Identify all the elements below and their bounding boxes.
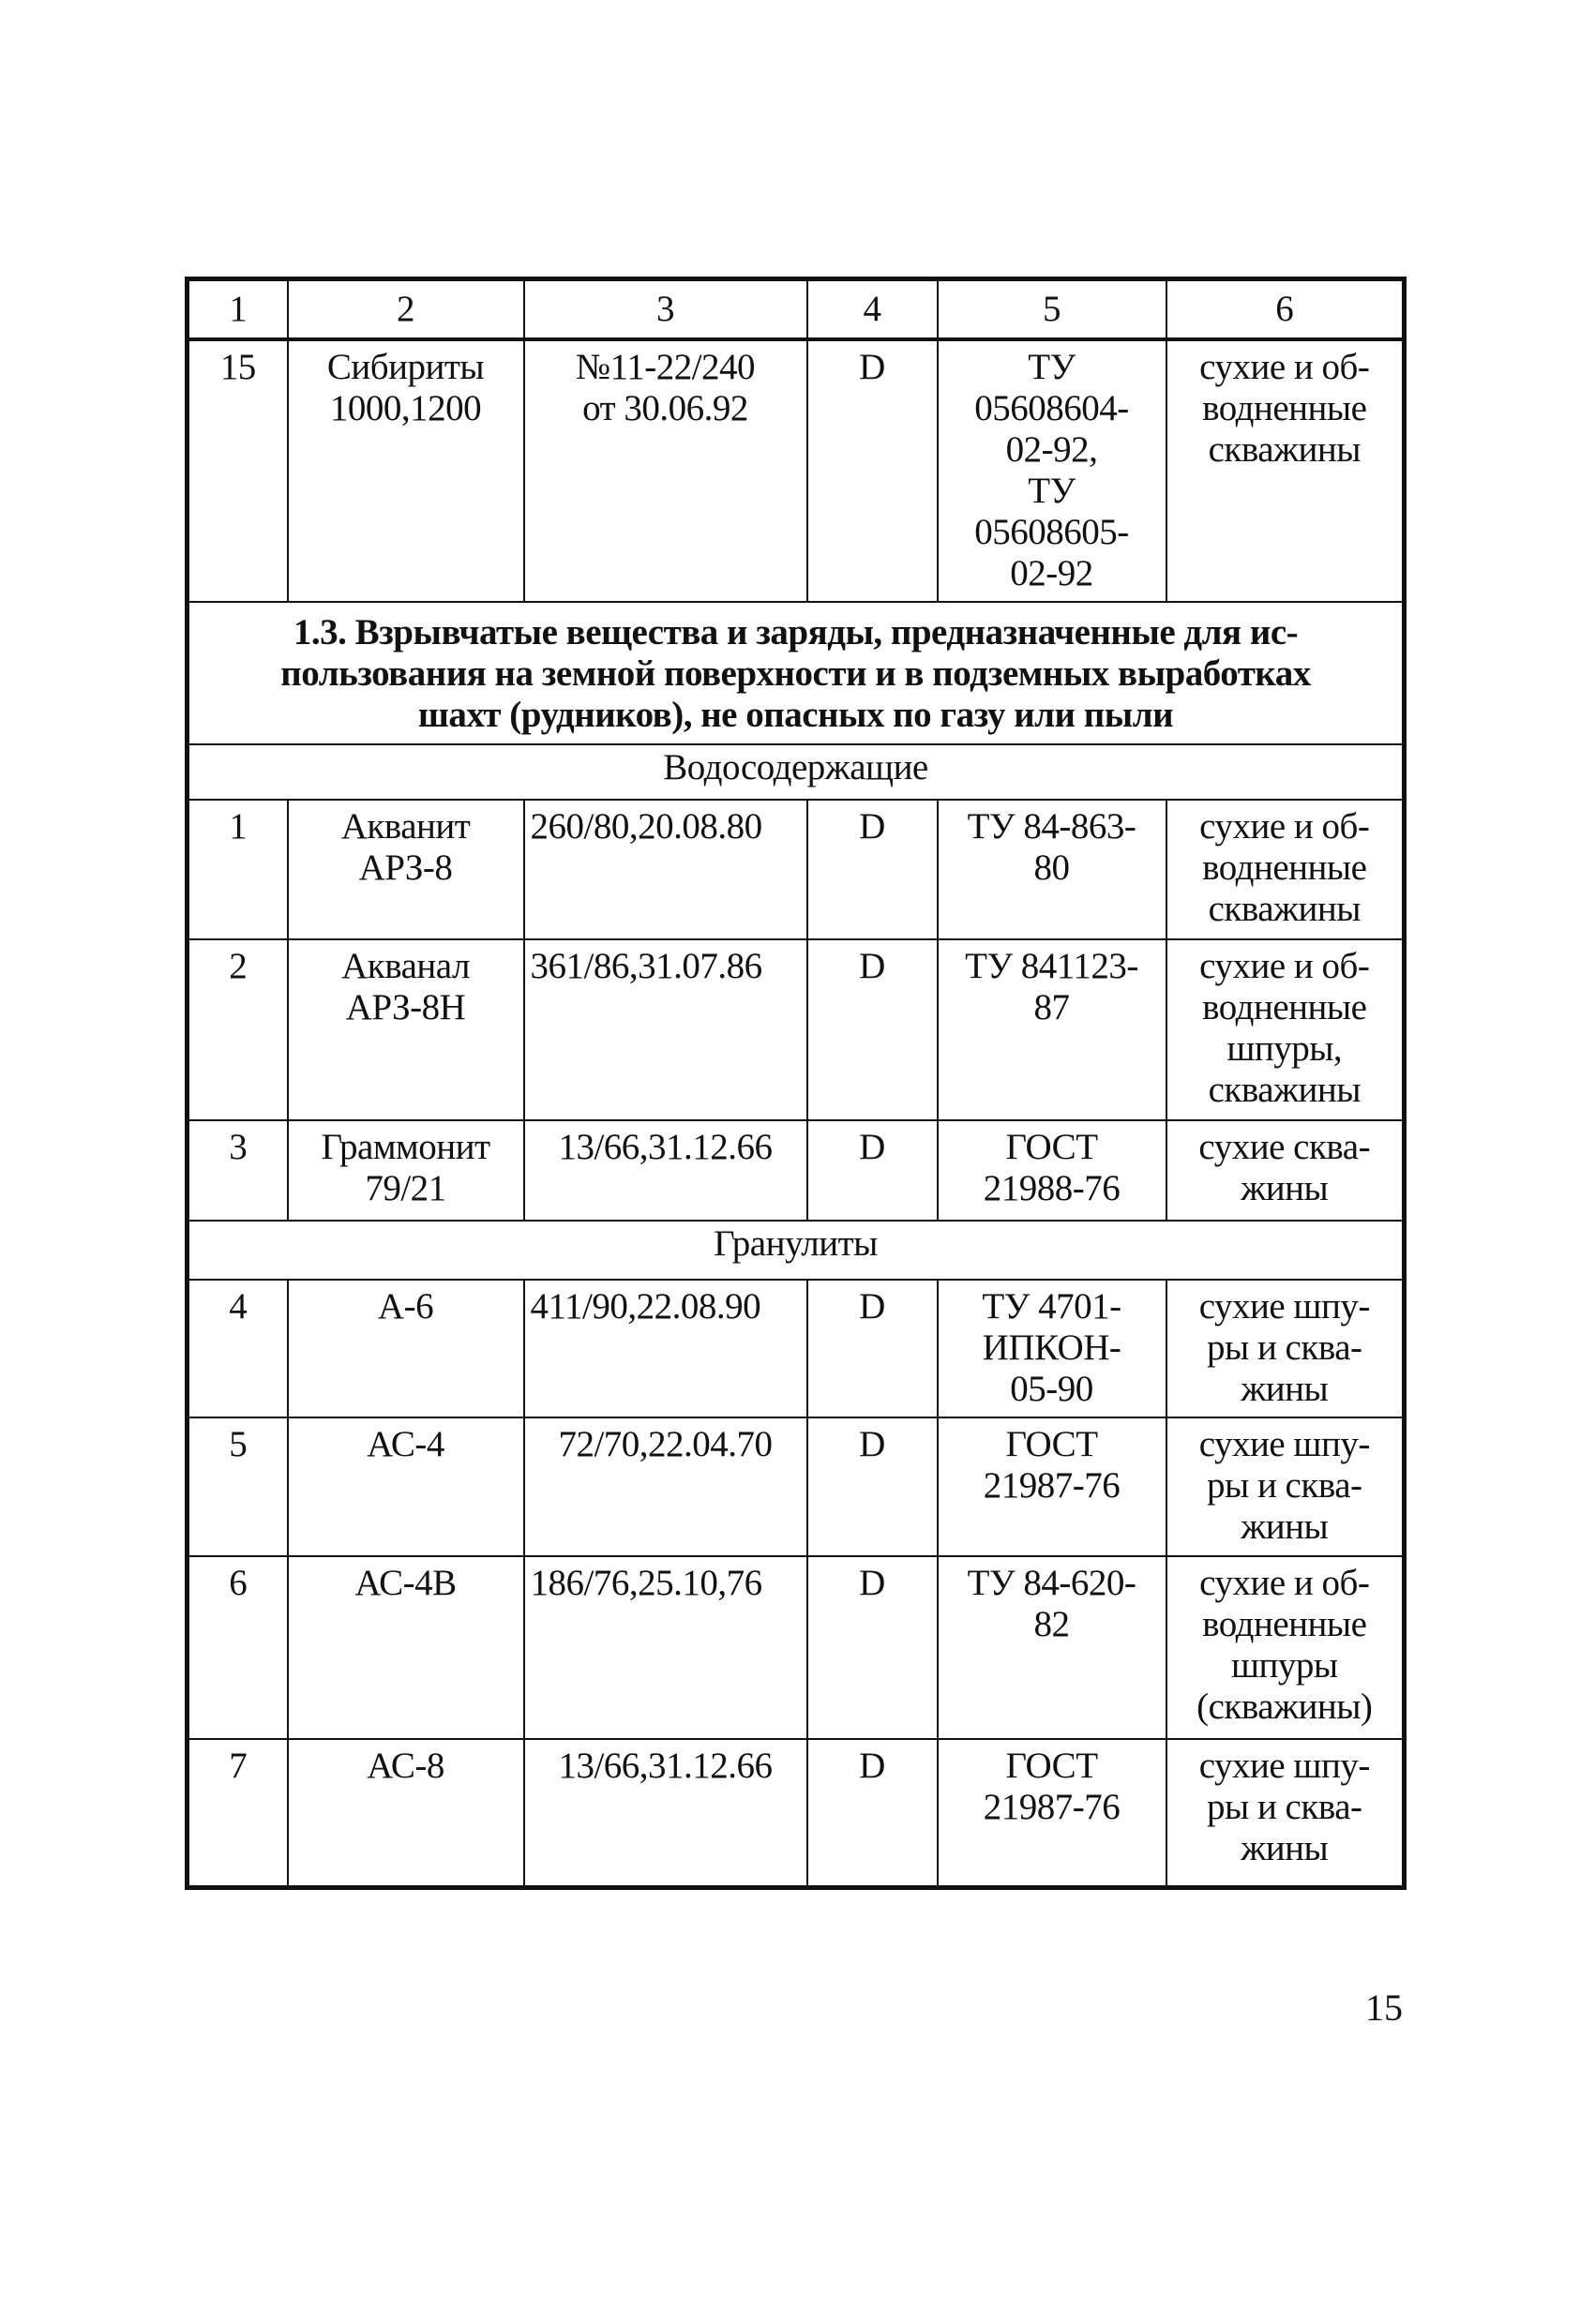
column-number: 4 (807, 279, 938, 339)
group-row (188, 1221, 1405, 1280)
page-number: 15 (1365, 1987, 1403, 2029)
table-row (188, 1739, 1405, 1888)
permit: 361/86,31.07.86 (524, 939, 807, 1120)
class: D (807, 939, 938, 1120)
class: D (807, 1120, 938, 1221)
class: D (807, 1739, 938, 1888)
row-number: 4 (188, 1280, 288, 1417)
permit: №11-22/240 от 30.06.92 (524, 339, 807, 602)
explosives-table (185, 277, 1407, 1890)
column-number: 3 (524, 279, 807, 339)
column-number: 1 (188, 279, 288, 339)
usage: сухие и об- водненные шпуры, скважины (1166, 939, 1405, 1120)
explosive-name: Сибириты 1000,1200 (288, 339, 524, 602)
table-row (188, 1120, 1405, 1221)
class: D (807, 800, 938, 939)
explosive-name: АС-4 (288, 1417, 524, 1556)
explosive-name: АС-4В (288, 1556, 524, 1739)
section-row (188, 602, 1405, 744)
permit: 13/66,31.12.66 (524, 1120, 807, 1221)
specification: ГОСТ 21987-76 (938, 1417, 1166, 1556)
specification: ТУ 4701- ИПКОН- 05-90 (938, 1280, 1166, 1417)
usage: сухие и об- водненные шпуры (скважины) (1166, 1556, 1405, 1739)
table-row (188, 1280, 1405, 1417)
class: D (807, 1556, 938, 1739)
usage: сухие шпу- ры и сква- жины (1166, 1739, 1405, 1888)
usage: сухие и об- водненные скважины (1166, 339, 1405, 602)
row-number: 2 (188, 939, 288, 1120)
row-number: 7 (188, 1739, 288, 1888)
permit: 411/90,22.08.90 (524, 1280, 807, 1417)
usage: сухие и об- водненные скважины (1166, 800, 1405, 939)
table-row (188, 800, 1405, 939)
permit: 186/76,25.10,76 (524, 1556, 807, 1739)
permit: 72/70,22.04.70 (524, 1417, 807, 1556)
specification: ГОСТ 21988-76 (938, 1120, 1166, 1221)
explosive-name: АС-8 (288, 1739, 524, 1888)
specification: ТУ 05608604- 02-92, ТУ 05608605- 02-92 (938, 339, 1166, 602)
specification: ТУ 841123- 87 (938, 939, 1166, 1120)
row-number: 5 (188, 1417, 288, 1556)
usage: сухие шпу- ры и сква- жины (1166, 1417, 1405, 1556)
row-number: 15 (188, 339, 288, 602)
table-row (188, 1417, 1405, 1556)
explosive-name: А-6 (288, 1280, 524, 1417)
row-number: 3 (188, 1120, 288, 1221)
column-number: 5 (938, 279, 1166, 339)
usage: сухие шпу- ры и сква- жины (1166, 1280, 1405, 1417)
group-row (188, 744, 1405, 800)
permit: 13/66,31.12.66 (524, 1739, 807, 1888)
table-row (188, 939, 1405, 1120)
table-row (188, 1556, 1405, 1739)
specification: ТУ 84-620- 82 (938, 1556, 1166, 1739)
section-title: 1.3. Взрывчатые вещества и заряды, предназначенные для ис- пользования на земной поверхности и в подземных выработках шахт (рудников), не опасных по газу или пыли (188, 602, 1405, 744)
explosive-name: Акванит АРЗ-8 (288, 800, 524, 939)
column-number: 6 (1166, 279, 1405, 339)
row-number: 1 (188, 800, 288, 939)
class: D (807, 1417, 938, 1556)
usage: сухие сква- жины (1166, 1120, 1405, 1221)
permit: 260/80,20.08.80 (524, 800, 807, 939)
group-title: Гранулиты (188, 1221, 1405, 1280)
column-number-row (188, 279, 1405, 339)
class: D (807, 339, 938, 602)
specification: ТУ 84-863- 80 (938, 800, 1166, 939)
table-row (188, 339, 1405, 602)
explosive-name: Акванал АРЗ-8Н (288, 939, 524, 1120)
group-title: Водосодержащие (188, 744, 1405, 800)
row-number: 6 (188, 1556, 288, 1739)
specification: ГОСТ 21987-76 (938, 1739, 1166, 1888)
explosive-name: Граммонит 79/21 (288, 1120, 524, 1221)
class: D (807, 1280, 938, 1417)
column-number: 2 (288, 279, 524, 339)
